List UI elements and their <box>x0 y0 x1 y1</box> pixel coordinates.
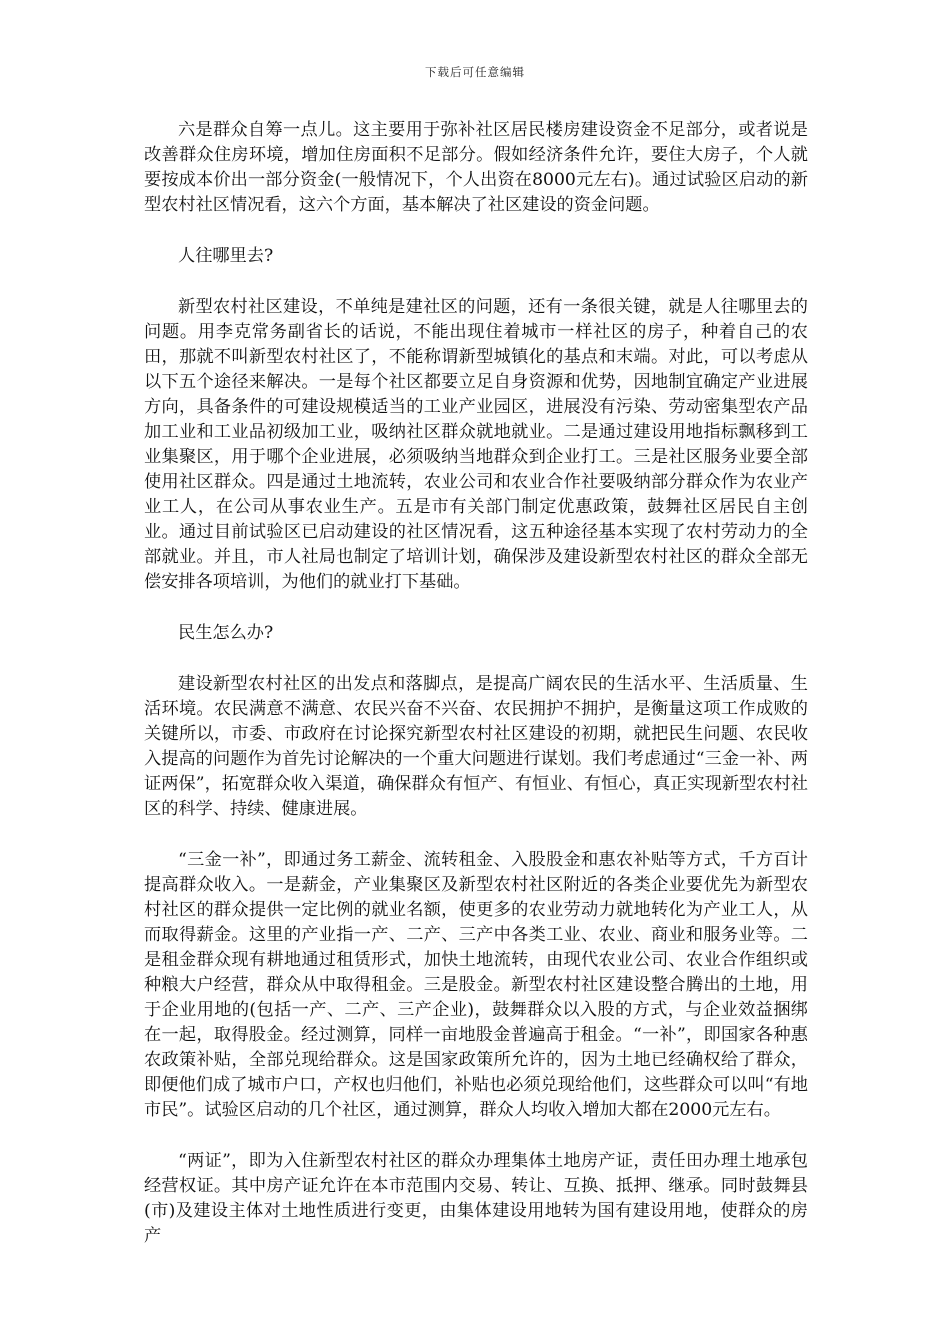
section-heading-livelihood: 民生怎么办? <box>178 623 274 643</box>
paragraph-three-funds-one-subsidy: “三金一补”，即通过务工薪金、流转租金、入股股金和惠农补贴等方式，千方百计提高群众收入。一是薪金，产业集聚区及新型农村社区附近的各类企业要优先为新型农村社区的群众提供一定比例的就业名额，使更多的农业劳动力就地转化为产业工人，从而取得薪金。这里的产业指一产、二产、三产中各类工业、农业、商业和服务业等。二是租金群众现有耕地通过租赁形式，加快土地流转，由现代农业公司、农业合作组织或种粮大户经营，群众从中取得租金。三是股金。新型农村社区建设整合腾出的土地，用于企业用地的(包括一产、二产、三产企业)，鼓舞群众以入股的方式，与企业效益捆绑在一起，取得股金。经过测算，同样一亩地股金普遍高于租金。“一补”，即国家各种惠农政策补贴，全部兑现给群众。这是国家政策所允许的，因为土地已经确权给了群众，即便他们成了城市户口，产权也归他们，补贴也必须兑现给他们，这些群众可以叫“有地市民”。试验区启动的几个社区，通过测算，群众人均收入增加大都在2000元左右。 <box>144 850 808 1120</box>
document-body <box>144 118 808 1249</box>
paragraph-self-funding: 六是群众自筹一点儿。这主要用于弥补社区居民楼房建设资金不足部分，或者说是改善群众住房环境，增加住房面积不足部分。假如经济条件允许，要住大房子，个人就要按成本价出一部分资金(一般情况下，个人出资在8000元左右)。通过试验区启动的新型农村社区情况看，这六个方面，基本解决了社区建设的资金问题。 <box>144 120 808 215</box>
section-heading-where-people-go: 人往哪里去? <box>178 246 274 266</box>
page-header: 下载后可任意编辑 <box>425 65 525 79</box>
paragraph-two-certificates: “两证”，即为入住新型农村社区的群众办理集体土地房产证，责任田办理土地承包经营权证。其中房产证允许在本市范围内交易、转让、互换、抵押、继承。同时鼓舞县(市)及建设主体对土地性质进行变更，由集体建设用地转为国有建设用地，使群众的房产 <box>144 1151 808 1246</box>
paragraph-employment-paths: 新型农村社区建设，不单纯是建社区的问题，还有一条很关键，就是人往哪里去的问题。用李克常务副省长的话说，不能出现住着城市一样社区的房子，种着自己的农田，那就不叫新型农村社区了，不能称谓新型城镇化的基点和末端。对此，可以考虑从以下五个途径来解决。一是每个社区都要立足自身资源和优势，因地制宜确定产业进展方向，具备条件的可建设规模适当的工业产业园区，进展没有污染、劳动密集型农产品加工业和工业品初级加工业，吸纳社区群众就地就业。二是通过建设用地指标飘移到工业集聚区，用于哪个企业进展，必须吸纳当地群众到企业打工。三是社区服务业要全部使用社区群众。四是通过土地流转，农业公司和农业合作社要吸纳部分群众作为农业产业工人，在公司从事农业生产。五是市有关部门制定优惠政策，鼓舞社区居民自主创业。通过目前试验区已启动建设的社区情况看，这五种途径基本实现了农村劳动力的全部就业。并且，市人社局也制定了培训计划，确保涉及建设新型农村社区的群众全部无偿安排各项培训，为他们的就业打下基础。 <box>144 297 808 592</box>
paragraph-livelihood-overview: 建设新型农村社区的出发点和落脚点，是提高广阔农民的生活水平、生活质量、生活环境。农民满意不满意、农民兴奋不兴奋、农民拥护不拥护，是衡量这项工作成败的关键所以，市委、市政府在讨论探究新型农村社区建设的初期，就把民生问题、农民收入提高的问题作为首先讨论解决的一个重大问题进行谋划。我们考虑通过“三金一补、两证两保”，拓宽群众收入渠道，确保群众有恒产、有恒业、有恒心，真正实现新型农村社区的科学、持续、健康进展。 <box>144 674 808 819</box>
